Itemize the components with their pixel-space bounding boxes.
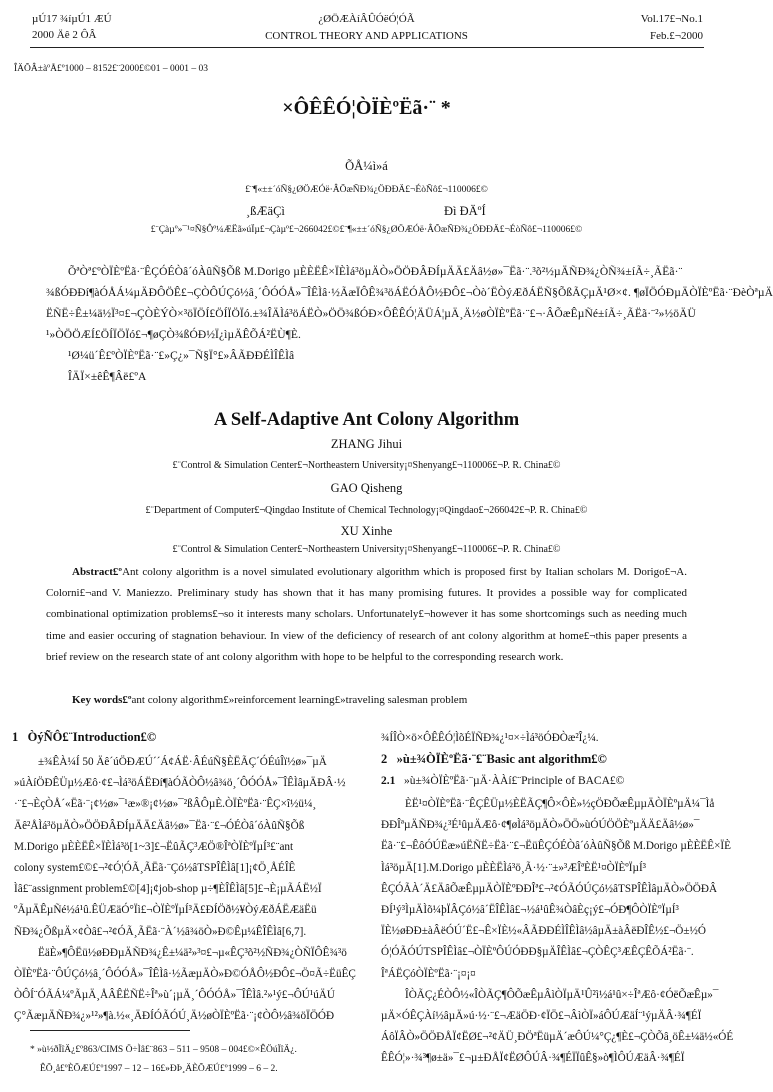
paragraph-line: ÑÐ¾¿ÕßµÄ×¢Òâ£¬²¢ÓÃ¸ÃËã·¨À´½â¾öÒ»Ð©Êµ¼ÊÎÊÌâ[6,7]. xyxy=(14,925,307,938)
section-1-title: ÒýÑÔ£¨Introduction£© xyxy=(27,730,157,744)
affiliation-en-3: £¨Control & Simulation Center£¬Northeastern University¡¤Shenyang£¬110006£¬P. R. China£© xyxy=(172,544,561,555)
paragraph-line: Äê²ÅÌá³öµÄÒ»ÖÖÐÂÐÍµÄÄ£Äâ½ø»¯Ëã·¨£¬ÓÉÒâ´óÀûÑ§Õß xyxy=(14,819,305,832)
section-1-number: 1 xyxy=(12,730,19,744)
author-en-1: ZHANG Jihui xyxy=(330,437,403,451)
paragraph-line: ÈË¹¤ÒÏÈºËã·¨ÊÇÊÜµ½ÈËÃÇ¶Ô×ÔÈ»½çÖÐÕæÊµµÄÒÏÈºµÄ¼¯Ìå xyxy=(405,798,715,810)
keywords-en-label: Key words£º xyxy=(72,694,132,706)
header-date-en: Feb.£¬2000 xyxy=(650,30,703,42)
abstract-cn xyxy=(46,262,773,388)
abstract-cn-line: ¹»ÒÖÖÆÍ£ÖÍÏÖÏó£¬¶øÇÒ¾ßÓÐ½Ï¿ìµÄÊÕÁ²ËÙ¶È. xyxy=(46,329,302,341)
header-journal-volume: µÚ17 ¾íµÚ1 ÆÚ xyxy=(32,13,112,25)
left-column-body xyxy=(14,752,360,1028)
paragraph-line: colony system£©£¬²¢Ó¦ÓÃ¸ÃËã·¨Çó½âTSPÎÊÌâ[1]¡¢Ö¸ÅÉÎÊ xyxy=(14,862,296,875)
right-column-top-line: ¾ÍÎÒ×ö×ÔÊÊÓ¦ÌõÉÏÑÐ¾¿¹¤×÷Ìá³öÓÐÒæ²Î¿¼. xyxy=(381,732,599,744)
paragraph-line: ÏÈ½øÐÐ±àÂëÓÚ´Ë£¬Ê×ÏÈ½«ÂÃÐÐÉÌÎÊÌâ½âµÄ±àÂëÐÎÊ½£¬Ö±½Ó xyxy=(381,925,706,938)
paragraph-line: µÄ×ÓÊÇÀí½âµÄ»ú·½·¨£¬ÆäÖÐ·¢ÏÖ£¬ÂìÒÏ»áÔÚÆäÍ¨¹ýµÄÂ·¾¶ÉÏ xyxy=(381,1010,702,1023)
abstract-en xyxy=(46,562,687,668)
author-cn-3: Ðì ÐÄºÍ xyxy=(444,204,486,218)
article-id: ÎÄÕÂ±àºÅ£º1000 – 8152£¨2000£©01 – 0001 – 03 xyxy=(14,64,209,74)
paragraph-line: ÎÒÃÇ¿ÉÒÔ½«ÎÒÃÇ¶ÔÕæÊµÂìÒÏµÄ¹Û²ì½á¹û×÷ÎªÆô·¢ÓëÕæÊµ»¯ xyxy=(405,988,719,1001)
section-2-1-number: 2.1 xyxy=(381,775,396,787)
header-journal-name-en: CONTROL THEORY AND APPLICATIONS xyxy=(265,30,468,42)
document-code-cn: ÎÄÏ×±êÊ¶Âë£ºA xyxy=(68,371,147,383)
footnote-rule xyxy=(30,1030,190,1031)
abstract-cn-line: ¾ßÓÐÐí¶àÓÅÁ¼µÄÐÔÖÊ£¬ÇÒÔÚÇó½â¸´ÔÓÓÅ»¯ÎÊÌâ·½ÃæÏÔÊ¾³öÁËÓÅÔ½ÐÔ£¬Òò´ËÒýÆðÁËÑ§ÕßÃÇµÄ¹Ø×¢. ¶øÏÖÓÐµÄÒÏÈºËã·¨ÐèÒªµÄ xyxy=(46,287,773,299)
paragraph-line: ÐÍ¹ý³ÌµÄÌõ¼þÏÂÇó½â´ËÎÊÌâ£¬½á¹ûÊ¾ÒâÈç¡ý£¬ÓÐ¶ÔÒÏÈºÏµÍ³ xyxy=(381,904,679,917)
paragraph-line: ºÃµÄÊµÑé½á¹û.ÊÜÆäÓ°Ïì£¬ÒÏÈºÏµÍ³Ä£ÐÍÖð½¥ÒýÆðÁËÆäËü xyxy=(14,904,317,917)
section-2-1-heading xyxy=(381,775,624,787)
paragraph-line: ËäÈ»¶ÔËü½øÐÐµÄÑÐ¾¿Ê±¼ä²»³¤£¬µ«ÊÇ³õ²½ÑÐ¾¿ÒÑÏÔÊ¾³ö xyxy=(38,946,347,959)
author-en-2: GAO Qisheng xyxy=(330,481,403,495)
paragraph-line: ÒÏÈºËã·¨ÔÚÇó½â¸´ÔÓÓÅ»¯ÎÊÌâ·½ÃæµÄÒ»Ð©ÓÅÔ½ÐÔ£¬Ö¤Ã÷ËüÊÇ xyxy=(14,968,356,981)
paragraph-line: ·¨£¬ÈçÒÅ´«Ëã·¨¡¢½ø»¯¹æ»®¡¢½ø»¯²ßÂÔµÈ.ÒÏÈºËã·¨ÊÇ×î½ü¼¸ xyxy=(14,798,317,811)
paragraph-line: Ç°ÃæµÄÑÐ¾¿»¹²»¶à.½«¸ÄÐÍÓÃÓÚ¸Ä½øÒÏÈºËã·¨¡¢ÒÔ½â¾öÏÖÓÐ xyxy=(14,1010,335,1023)
paragraph-line: ÊÇÓÃÀ´Ä£ÄâÕæÊµµÄÒÏÈºÐÐÎª£¬²¢ÓÃÓÚÇó½âTSPÎÊÌâµÄÒ»ÖÖÐÂ xyxy=(381,882,718,895)
paragraph-line: ÐÐÎªµÄÑÐ¾¿³É¹ûµÄÆô·¢¶øÌá³öµÄÒ»ÖÖ»ùÓÚÖÖÈºµÄÄ£Äâ½ø»¯ xyxy=(381,819,700,832)
author-cn-2: ¸ßÆäÇì xyxy=(246,204,285,218)
section-2-number: 2 xyxy=(381,752,388,766)
keywords-en xyxy=(46,690,687,711)
right-column-body xyxy=(381,794,734,1070)
affiliation-cn-2-3: £¨Çàµº»¯¹¤Ñ§Ôº¼ÆËã»úÏµ£¬Çàµº£¬266042£©£¨¶«±±´óÑ§¿ØÖÆÓë·ÂÕæÑÐ¾¿ÖÐÐÄ£¬ÉòÑô£¬110006£© xyxy=(150,225,583,235)
footnote-dates: ÊÕ¸å£ºÈÕÆÚ£º1997 – 12 – 16£»ÐÞ¸ÄÈÕÆÚ£º1999 – 6 – 2. xyxy=(40,1064,278,1074)
paragraph-line: »úÀíÖÐÊÜµ½Æô·¢£¬Ìá³öÁËÐí¶àÓÃÒÔ½â¾ö¸´ÔÓÓÅ»¯ÎÊÌâµÄÐÂ·½ xyxy=(14,777,346,790)
abstract-en-text: Ant colony algorithm is a novel simulated evolutionary algorithm which is proposed first by Italian scholars M. Dorigo£¬A. Colorni£¬and V. Maniezzo. Preliminary study has shown that it has many promising futures. It provides a possible way for complicated combinational optimization problems£¬so it interests many scholars. Unfortunately£¬however it has some shortcomings such as needing much time and easier occuring of stagnation behaviour. In view of the deficiency of research of ant colony algorithm at home£¬this paper presents a brief review on the research state of ant colony algorithm with hope to be helpful to the corresponding research work. xyxy=(46,566,687,663)
abstract-cn-line: ÕªÒª£ºÒÏÈºËã·¨ÊÇÓÉÒâ´óÀûÑ§Õß M.Dorigo µÈÈËÊ×ÏÈÌá³öµÄÒ»ÖÖÐÂÐÍµÄÄ£Äâ½ø»¯Ëã·¨.³õ²½µÄÑÐ¾¿ÒÑ¾±íÃ÷¸ÃËã·¨ xyxy=(68,266,683,278)
paragraph-line: Ëã·¨£¬ÊôÓÚËæ»úËÑË÷Ëã·¨£¬ËüÊÇÓÉÒâ´óÀûÑ§Õß M.Dorigo µÈÈËÊ×ÏÈ xyxy=(381,840,731,853)
keywords-cn: ¹Ø¼ü´Ê£ºÒÏÈºËã·¨£»Ç¿»¯Ñ§Ï°£»ÂÃÐÐÉÌÎÊÌâ xyxy=(68,350,295,362)
paragraph-line: ÁôÏÂÒ»ÖÖÐÅÏ¢ËØ£¬²¢ÄÜ¸ÐÖªËüµÄ´æÔÚ¼°Ç¿¶È£¬ÇÒÕâ¸öÊ±¼ä½«ÓÉ xyxy=(381,1031,734,1044)
abstract-en-label: Abstract£º xyxy=(72,566,123,578)
footnote-funding: * »ù½ðÏîÄ¿£º863/CIMS Ö÷Ìâ£¨863 – 511 – 9508 – 004£©×ÊÖúÏîÄ¿. xyxy=(30,1045,297,1055)
paragraph-line: ÎªÁËÇóÒÏÈºËã·¨¡¤¡¤ xyxy=(381,967,476,980)
affiliation-cn-1: £¨¶«±±´óÑ§¿ØÖÆÓë·ÂÕæÑÐ¾¿ÖÐÐÄ£¬ÉòÑô£¬110006£© xyxy=(245,185,488,195)
abstract-cn-line: ËÑË÷Ê±¼ä½Ï³¤£¬ÇÒÈÝÒ×³öÏÖÍ£ÖÍÏÖÏó.±¾ÎÄÌá³öÁËÒ»ÖÖ¾ßÓÐ×ÔÊÊÓ¦ÄÜÁ¦µÄ¸Ä½øÒÏÈºËã·¨£¬·ÂÕæÊµÑé±íÃ÷¸ÃËã·¨²»½öÄÜ xyxy=(46,308,696,320)
affiliation-en-1: £¨Control & Simulation Center£¬Northeastern University¡¤Shenyang£¬110006£¬P. R. China£© xyxy=(172,460,561,471)
paragraph-line: Ìá³öµÄ[1].M.Dorigo µÈÈËÌá³ö¸Ã·½·¨±»³ÆÎªÈË¹¤ÒÏÈºÏµÍ³ xyxy=(381,861,647,874)
paragraph-line: Ó¦ÓÃÓÚTSPÎÊÌâ£¬ÒÏÈºÔÚÓÐÐ§µÄÎÊÌâ£¬ÇÒÊÇ³ÆÊÇÊÕÁ²Ëã·¨. xyxy=(381,946,694,959)
author-cn-1: ÕÅ¼ì»á xyxy=(345,159,388,173)
section-2-title: »ù±¾ÒÏÈºËã·¨£¨Basic ant algorithm£© xyxy=(396,752,607,766)
paragraph-line: ÊÊÓ¦»·¾³¶ø±ä»¯£¬µ±ÐÅÏ¢ËØÔÚÂ·¾¶ÉÏÏûÊ§»ò¶ÌÔÚÆäÂ·¾¶ÉÏ xyxy=(381,1052,685,1065)
title-en: A Self-Adaptive Ant Colony Algorithm xyxy=(213,410,520,430)
header-rule xyxy=(30,47,704,48)
author-en-3: XU Xinhe xyxy=(340,524,393,538)
section-1-heading xyxy=(12,730,156,745)
title-cn: ×ÔÊÊÓ¦ÒÏÈºËã·¨ * xyxy=(282,97,451,119)
paragraph-line: ±¾ÊÀ¼Í 50 Äê´úÖÐÆÚ´´Á¢ÁË·ÂÉúÑ§ÈËÃÇ´ÓÉúÎï½ø»¯µÄ xyxy=(38,756,327,768)
header-volume-no: Vol.17£¬No.1 xyxy=(640,13,703,25)
section-2-heading xyxy=(381,752,607,767)
header-journal-name-cn: ¿ØÖÆÀíÂÛÓëÓ¦ÓÃ xyxy=(318,13,415,25)
header-journal-date: 2000 Äê 2 ÔÂ xyxy=(32,29,97,41)
keywords-en-text: ant colony algorithm£»reinforcement learning£»traveling salesman problem xyxy=(131,694,468,706)
paragraph-line: ÒÔÍ¨ÓÃÁ¼ºÃµÄ¸ÅÂÊËÑË÷Îª»ù´¡µÄ¸´ÔÓÓÅ»¯ÎÊÌâ.²»¹ý£¬ÔÚ¹úÄÚ xyxy=(14,989,335,1002)
paragraph-line: M.Dorigo µÈÈËÊ×ÏÈÌá³ö[1~3]£¬ËûÃÇ³ÆÖ®ÎªÒÏÈºÏµÍ³£¨ant xyxy=(14,840,294,853)
section-2-1-title: »ù±¾ÒÏÈºËã·¨µÄ·ÀÀí£¨Principle of BACA£© xyxy=(404,775,625,787)
paragraph-line: Ìâ£¨assignment problem£©[4]¡¢job-shop µ÷¶ÈÎÊÌâ[5]£¬È¡µÃÁË½Ï xyxy=(14,883,322,896)
affiliation-en-2: £¨Department of Computer£¬Qingdao Institute of Chemical Technology¡¤Qingdao£¬266042£¬P. R. China£© xyxy=(145,505,588,516)
